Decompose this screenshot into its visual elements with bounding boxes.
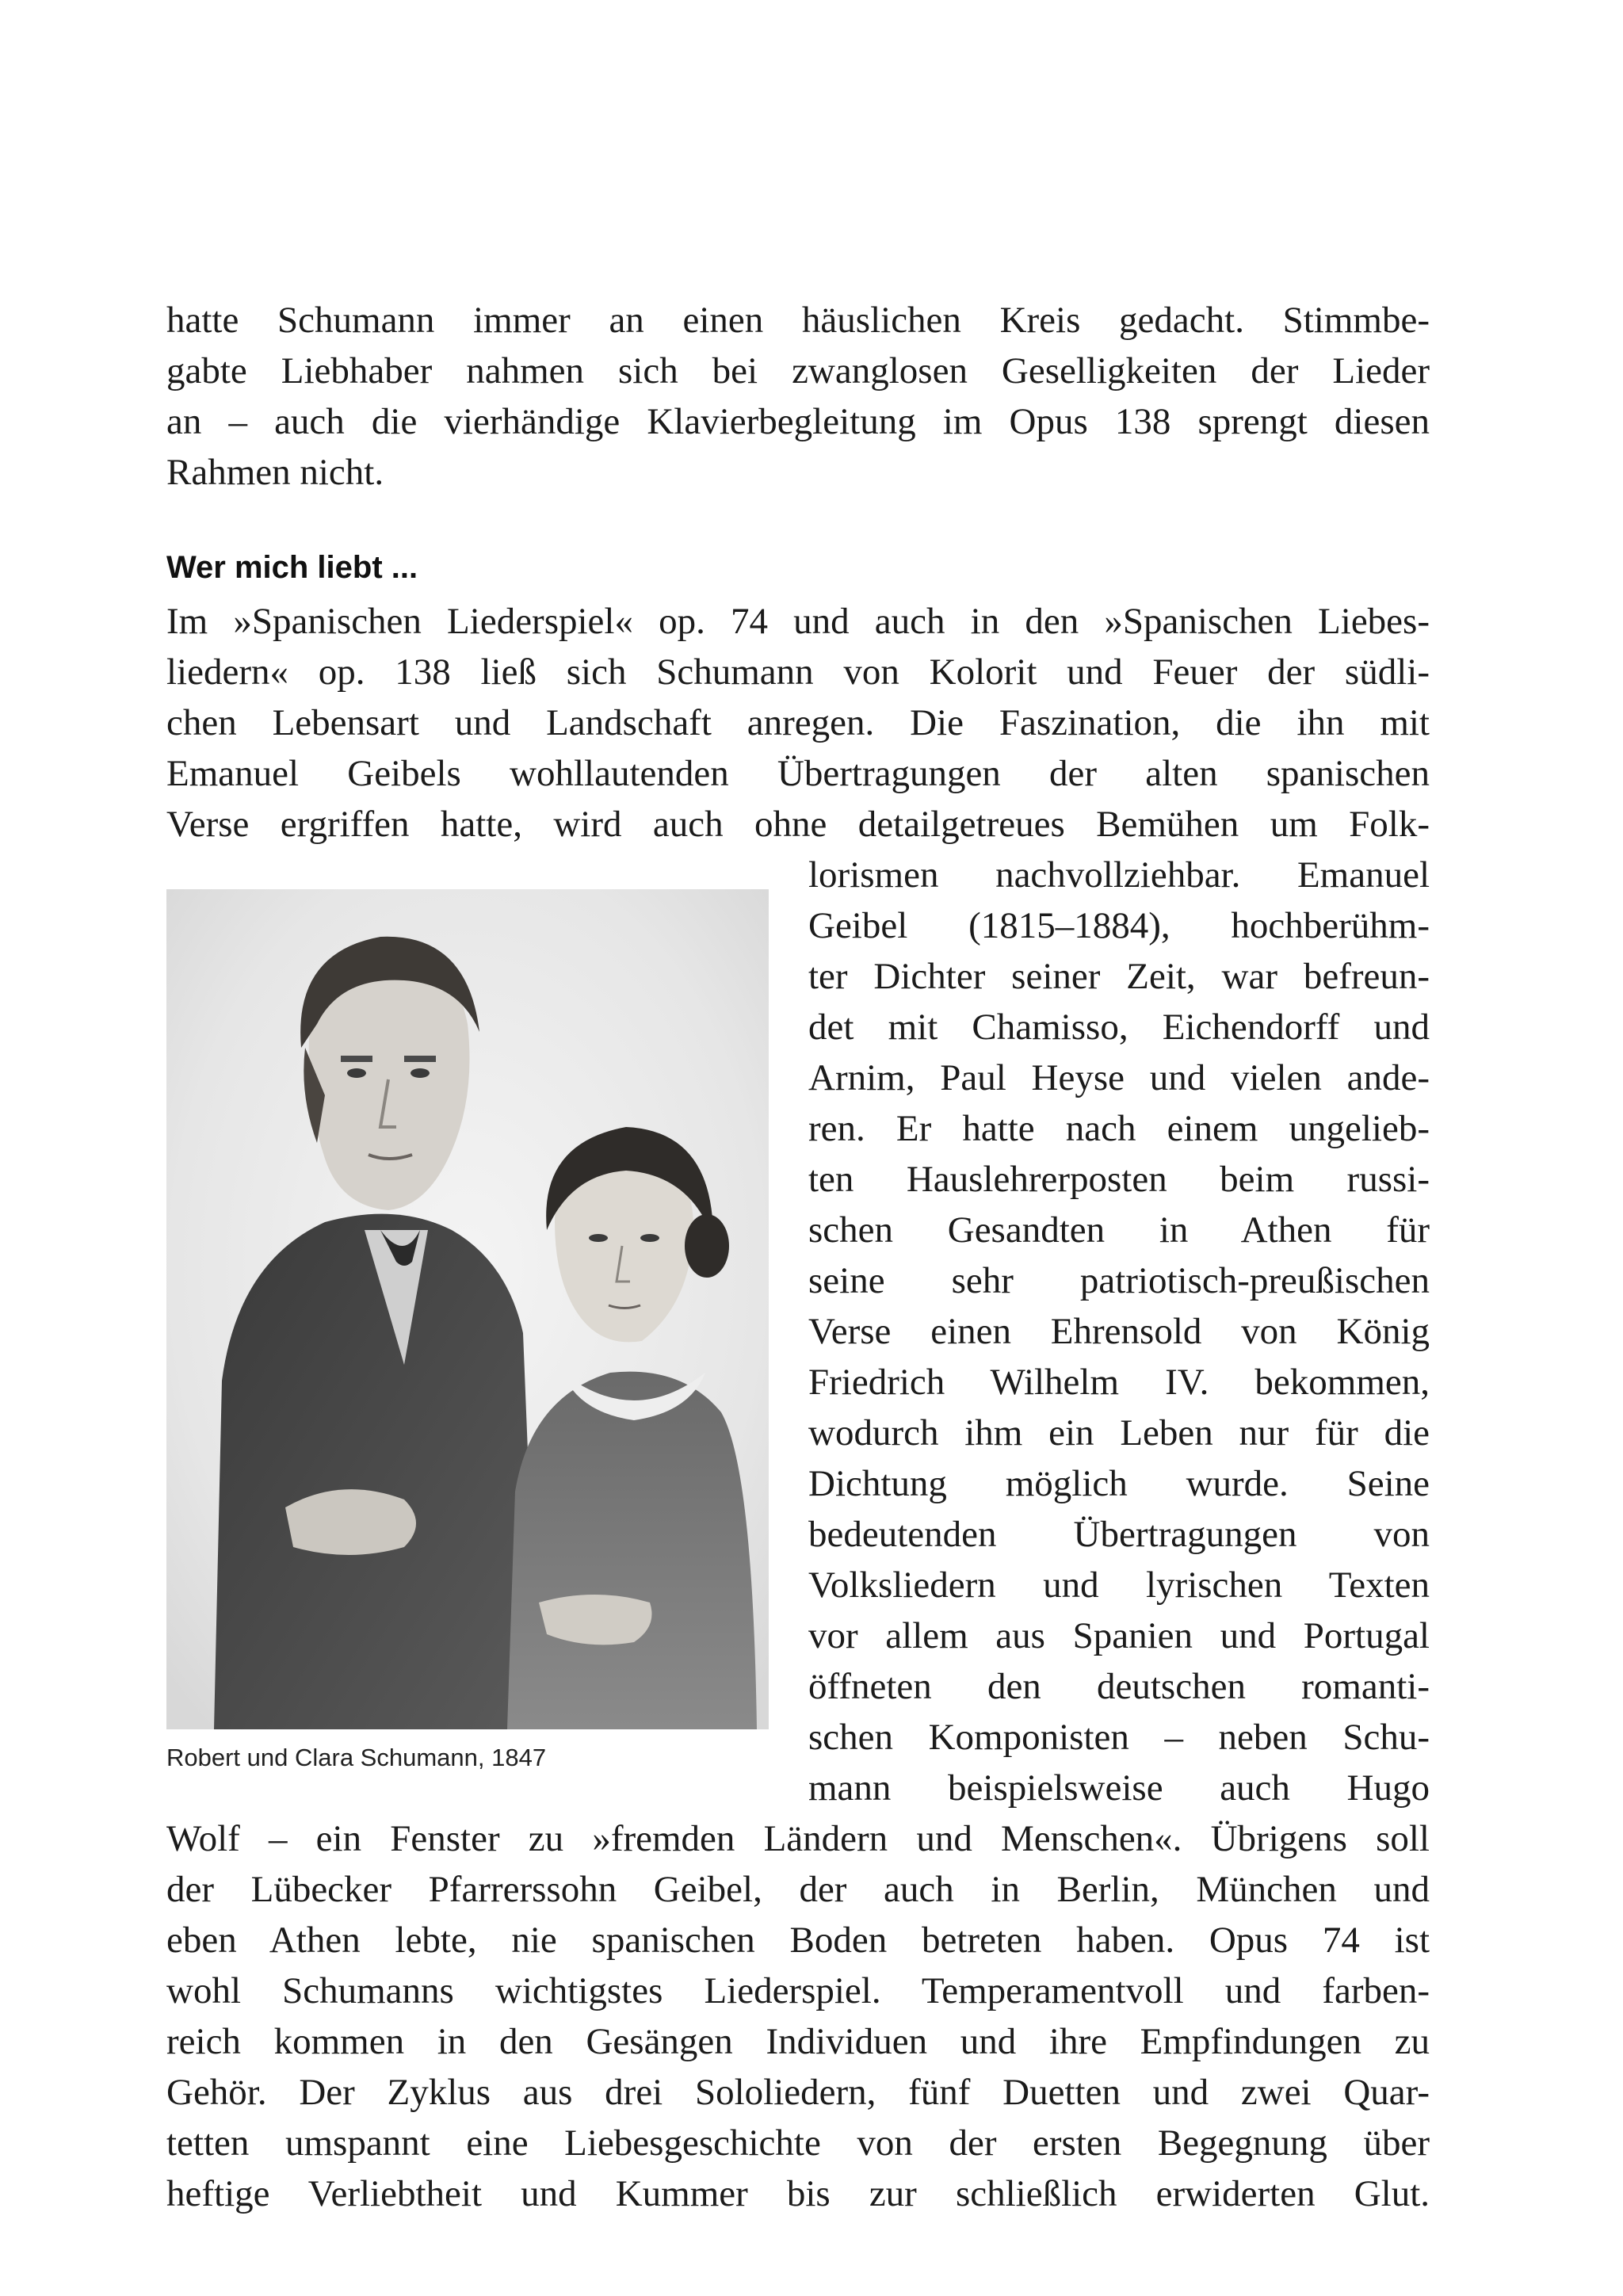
portrait-figure [166,889,769,1729]
text-line: Verse ergriffen hatte, wird auch ohne detailgetreues Bemühen um Folk- [166,804,1430,845]
text-line: Arnim, Paul Heyse und vielen ande- [808,1057,1430,1098]
text-line: Gehör. Der Zyklus aus drei Sololiedern, fünf Duetten und zwei Quar- [166,2072,1430,2113]
figure-caption: Robert und Clara Schumann, 1847 [166,1744,547,1771]
text-line: schen Komponisten – neben Schu- [808,1717,1430,1758]
text-line: an – auch die vierhändige Klavierbegleitung im Opus 138 sprengt diesen [166,401,1430,442]
text-line: Wolf – ein Fenster zu »fremden Ländern und Menschen«. Übrigens soll [166,1818,1430,1859]
text-line: Rahmen nicht. [166,452,384,493]
text-line: Im »Spanischen Liederspiel« op. 74 und auch in den »Spanischen Liebes- [166,601,1430,642]
text-line: eben Athen lebte, nie spanischen Boden betreten haben. Opus 74 ist [166,1920,1430,1961]
text-line: schen Gesandten in Athen für [808,1209,1430,1251]
wrapped-paragraph [808,850,1430,1813]
text-line: wodurch ihm ein Leben nur für die [808,1412,1430,1454]
text-line: Volksliedern und lyrischen Texten [808,1564,1430,1606]
text-line: Emanuel Geibels wohllautenden Übertragungen der alten spanischen [166,753,1430,794]
text-line: hatte Schumann immer an einen häuslichen Kreis gedacht. Stimmbe- [166,300,1430,341]
text-line: öffneten den deutschen romanti- [808,1666,1430,1707]
text-line: Verse einen Ehrensold von König [808,1311,1430,1352]
text-line: det mit Chamisso, Eichendorff und [808,1007,1430,1048]
main-paragraph [166,596,1430,850]
text-line: Friedrich Wilhelm IV. bekommen, [808,1362,1430,1403]
text-line: ren. Er hatte nach einem ungelieb- [808,1108,1430,1149]
text-line: mann beispielsweise auch Hugo [808,1767,1430,1809]
text-line: vor allem aus Spanien und Portugal [808,1615,1430,1656]
text-line: reich kommen in den Gesängen Individuen und ihre Empfindungen zu [166,2021,1430,2062]
text-line: gabte Liebhaber nahmen sich bei zwanglosen Geselligkeiten der Lieder [166,350,1430,392]
text-line: seine sehr patriotisch-preußischen [808,1260,1430,1301]
text-line: bedeutenden Übertragungen von [808,1514,1430,1555]
text-line: ten Hauslehrerposten beim russi- [808,1159,1430,1200]
text-line: ter Dichter seiner Zeit, war befreun- [808,956,1430,997]
text-line: heftige Verliebtheit und Kummer bis zur schließlich erwiderten Glut. [166,2173,1430,2214]
intro-paragraph [166,295,1430,498]
portrait-image [166,889,769,1729]
closing-paragraph [166,1813,1430,2219]
text-line: chen Lebensart und Landschaft anregen. Die Faszination, die ihn mit [166,702,1430,743]
text-line: Dichtung möglich wurde. Seine [808,1463,1430,1504]
text-line: der Lübecker Pfarrerssohn Geibel, der auch in Berlin, München und [166,1869,1430,1910]
text-line: liedern« op. 138 ließ sich Schumann von Kolorit und Feuer der südli- [166,651,1430,693]
text-line: tetten umspannt eine Liebesgeschichte von der ersten Begegnung über [166,2122,1430,2164]
text-line: Geibel (1815–1884), hochberühm- [808,905,1430,946]
text-line: lorismen nachvollziehbar. Emanuel [808,854,1430,896]
text-line: wohl Schumanns wichtigstes Liederspiel. Temperamentvoll und farben- [166,1970,1430,2011]
section-heading: Wer mich liebt ... [166,550,418,585]
